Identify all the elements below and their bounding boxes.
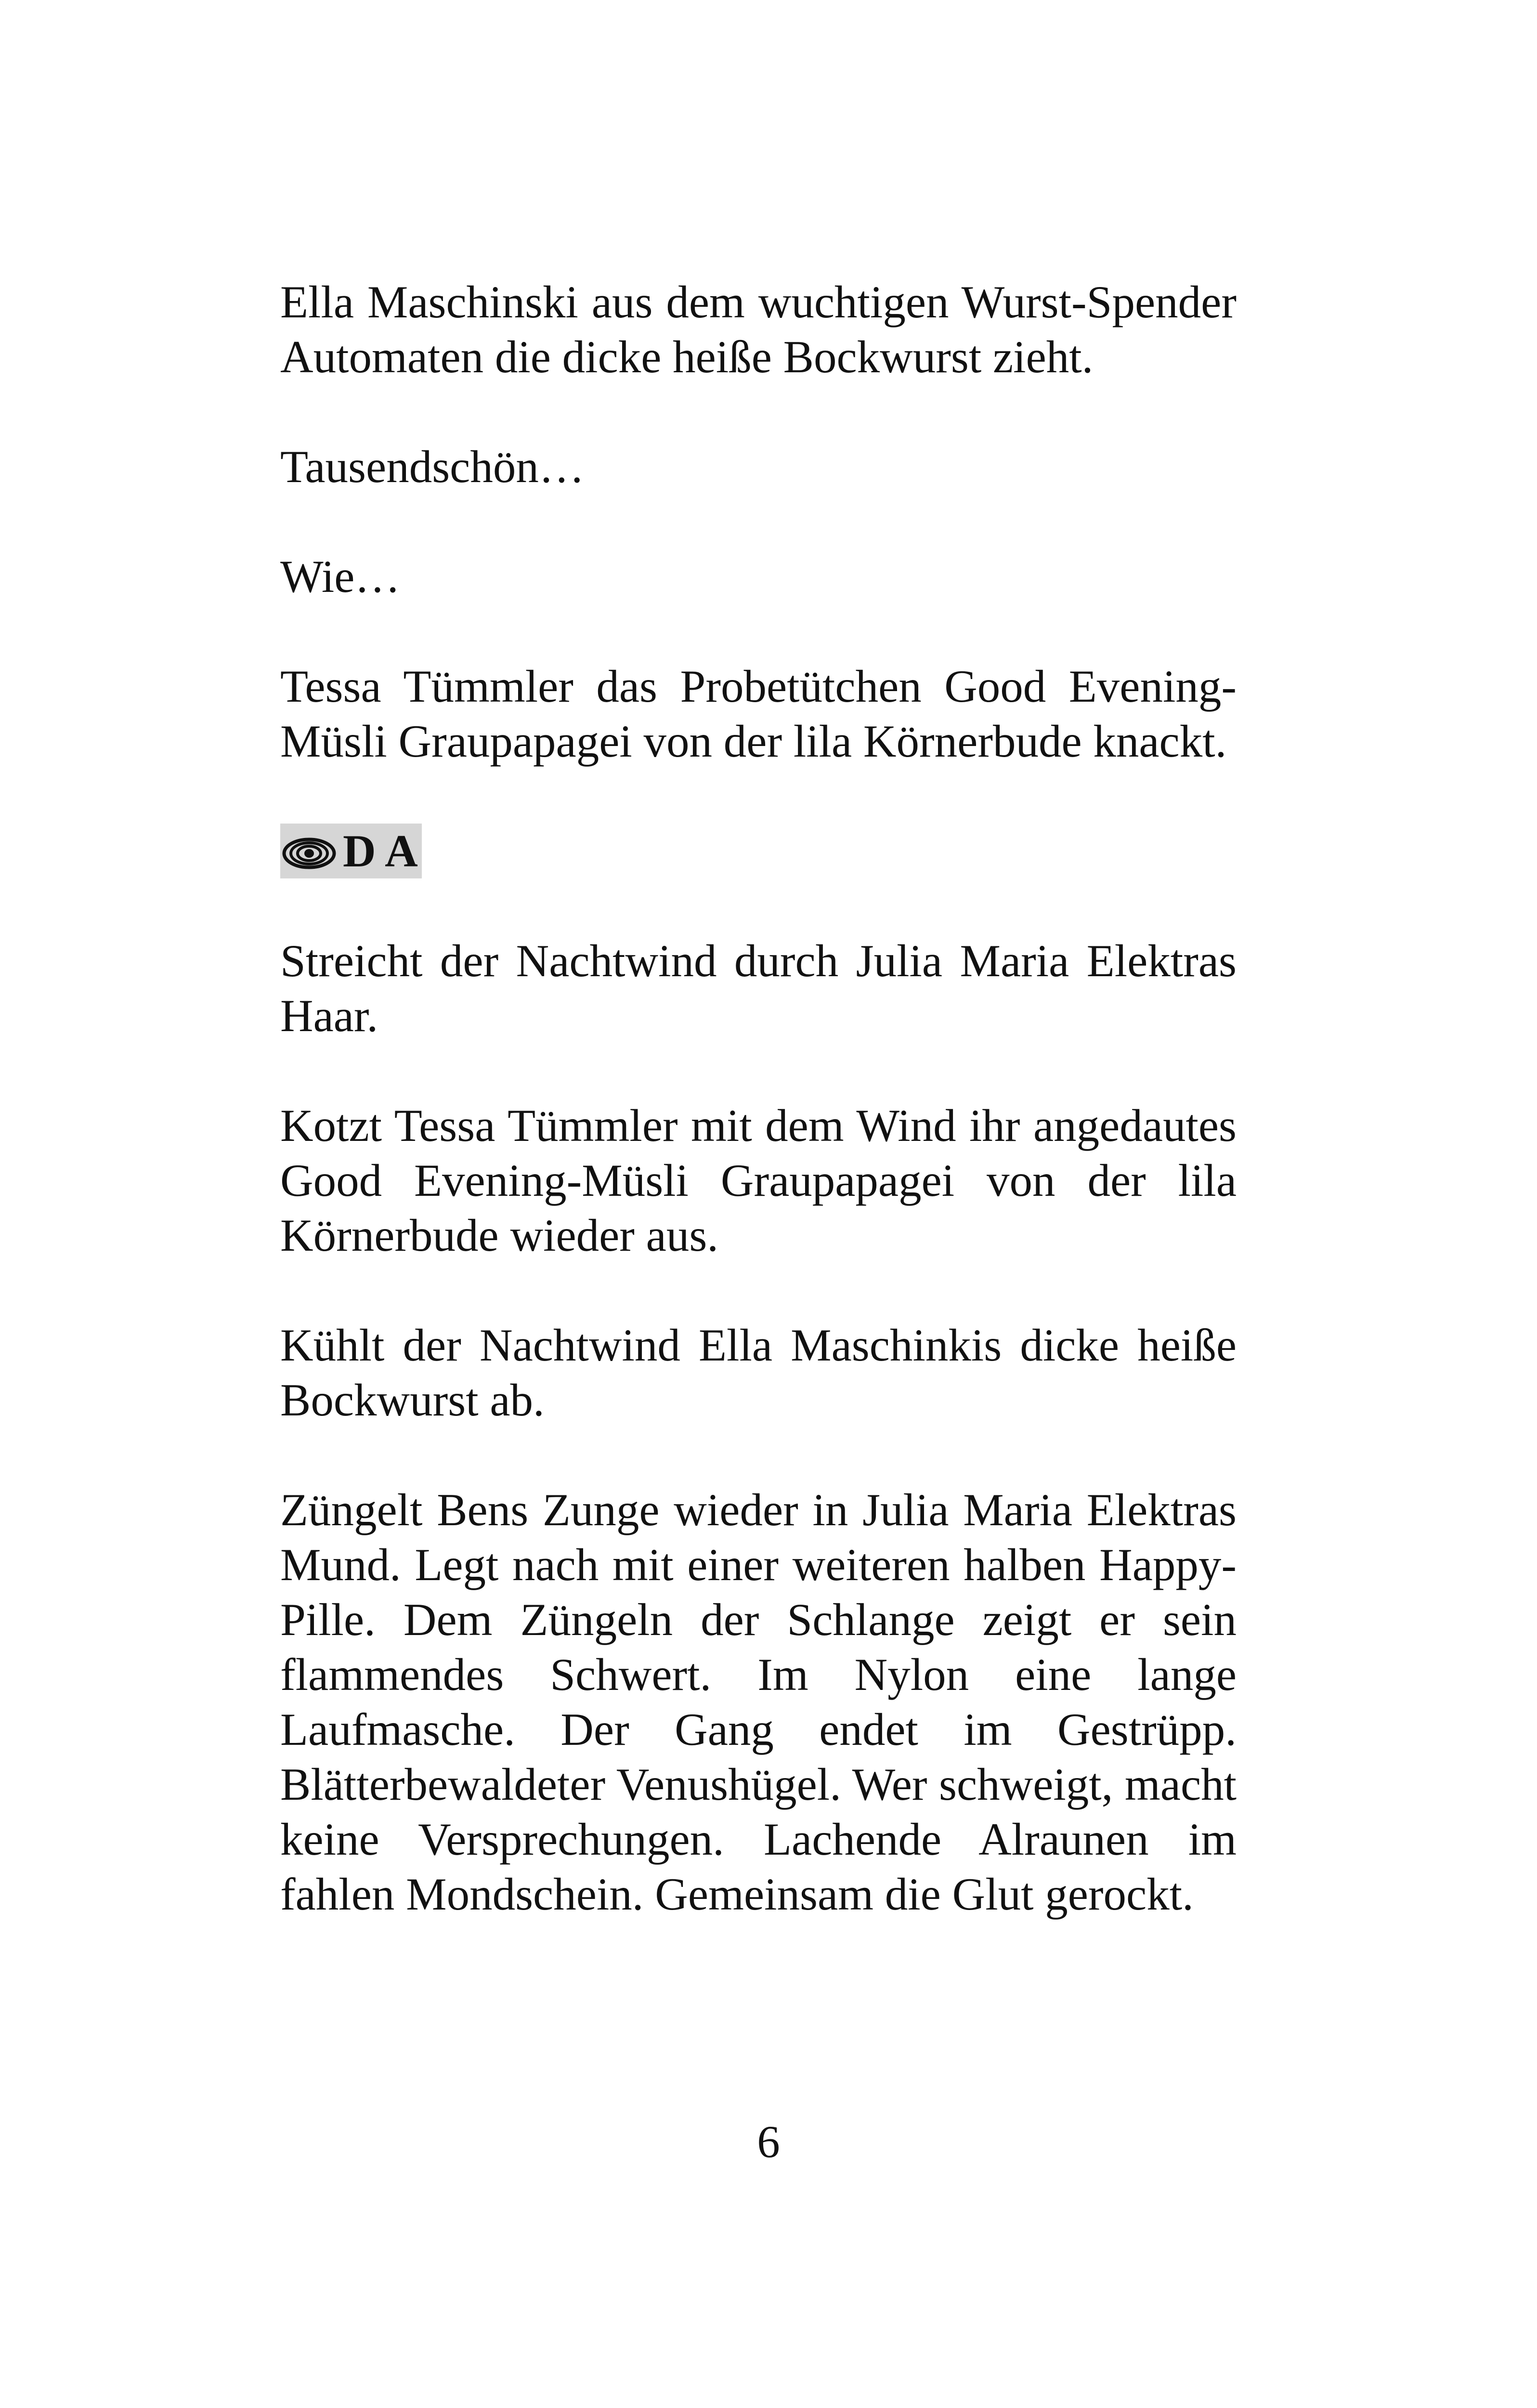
paragraph: Tessa Tümmler das Probetütchen Good Evening-Müsli Graupapagei von der lila Körnerbude knackt. [280,661,1237,767]
paragraph: Wie… [280,551,401,602]
paragraph: Kühlt der Nachtwind Ella Maschinkis dicke heiße Bockwurst ab. [280,1320,1237,1426]
paragraph: Ella Maschinski aus dem wuchtigen Wurst-Spender Automaten die dicke heiße Bockwurst zieht. [280,276,1237,382]
paragraph: Streicht der Nachtwind durch Julia Maria Elektras Haar. [280,935,1237,1041]
text-column [280,275,1237,1922]
section-heading-highlight [280,824,422,878]
section-heading-text: D A [343,825,418,877]
concentric-circles-logo-icon [282,838,336,869]
paragraph: Kotzt Tessa Tümmler mit dem Wind ihr angedautes Good Evening-Müsli Graupapagei von der lila Körnerbude wieder aus. [280,1100,1237,1261]
paragraph: Züngelt Bens Zunge wieder in Julia Maria Elektras Mund. Legt nach mit einer weiteren halben Happy-Pille. Dem Züngeln der Schlange zeigt er sein flammendes Schwert. Im Nylon eine lange Laufmasche. Der Gang endet im Gestrüpp. Blätterbewaldeter Venushügel. Wer schweigt, macht keine Versprechungen. Lachende Alraunen im fahlen Mondschein. Gemeinsam die Glut gerockt. [280,1484,1237,1920]
section-heading [280,824,1237,878]
page-number: 6 [757,2116,780,2167]
paragraph: Tausendschön… [280,441,585,492]
